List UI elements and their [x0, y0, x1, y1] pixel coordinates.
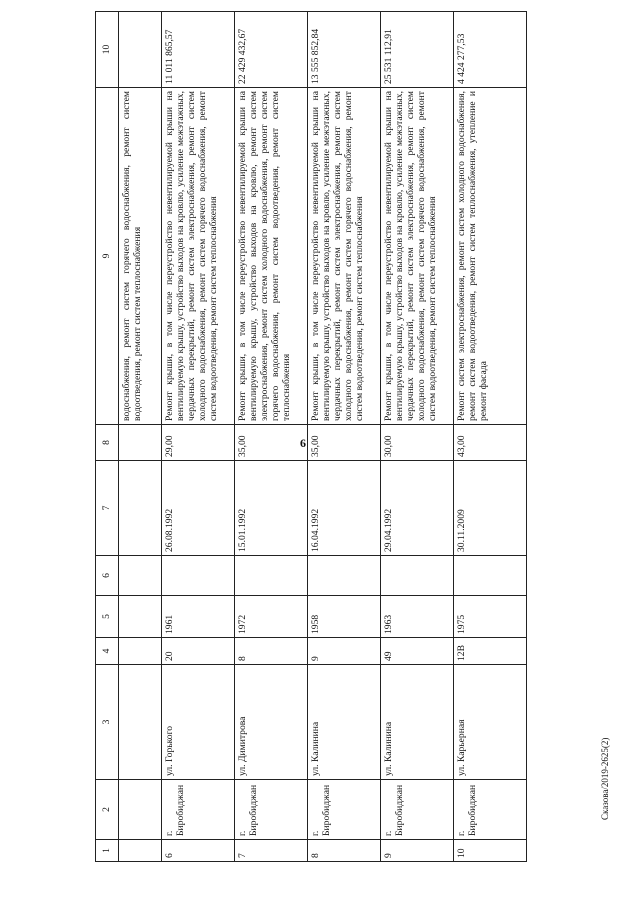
- table-row: [454, 12, 527, 862]
- date-cell: 15.01.1992: [235, 461, 308, 556]
- col6-cell: [162, 556, 235, 596]
- col-header: 5: [96, 596, 119, 638]
- cell: [119, 461, 162, 556]
- house-cell: 9: [308, 638, 381, 665]
- city-cell: г. Биробиджан: [381, 780, 454, 840]
- cell: [119, 638, 162, 665]
- cell: [119, 780, 162, 840]
- cell: [119, 12, 162, 88]
- wear-cell: 30,00: [381, 425, 454, 461]
- table-row: [162, 12, 235, 862]
- street-cell: ул. Карьерная: [454, 665, 527, 780]
- table-row: [381, 12, 454, 862]
- work-description-cell: водоснабжения, ремонт систем горячего водоснабжения, ремонт систем водоотведения, ремонт систем теплоснабжения: [119, 88, 162, 425]
- col-header: 1: [96, 840, 119, 862]
- table-row: [308, 12, 381, 862]
- work-description-cell: Ремонт крыши, в том числе переустройство невентилируемой крыши на вентилируемую крышу, устройство выходов на кровлю, ремонт систем электроснабжения, ремонт систем холодного водоснабжения, ремонт систем горячего водоснабжения, ремонт систем водоотведения, ремонт систем теплоснабжения: [235, 88, 308, 425]
- street-cell: ул. Калинина: [381, 665, 454, 780]
- header-row: [96, 12, 119, 862]
- col-header: 10: [96, 12, 119, 88]
- date-cell: 16.04.1992: [308, 461, 381, 556]
- col6-cell: [308, 556, 381, 596]
- city-cell: г. Биробиджан: [235, 780, 308, 840]
- continuation-row: [119, 12, 162, 862]
- house-cell: 20: [162, 638, 235, 665]
- street-cell: ул. Калинина: [308, 665, 381, 780]
- year-cell: 1958: [308, 596, 381, 638]
- house-cell: 8: [235, 638, 308, 665]
- work-description-cell: Ремонт крыши, в том числе переустройство невентилируемой крыши на вентилируемую крышу, устройство выходов на кровлю, усиление межэтажных, чердачных перекрытий, ремонт систем электроснабжения, ремонт систем холодного водоснабжения, ремонт систем горячего водоснабжения, ремонт систем водоотведения, ремонт систем теплоснабжения: [308, 88, 381, 425]
- sum-cell: 13 555 852,84: [308, 12, 381, 88]
- cell: [119, 556, 162, 596]
- col-header: 3: [96, 665, 119, 780]
- street-cell: ул. Димитрова: [235, 665, 308, 780]
- repair-program-table: [95, 11, 527, 862]
- house-cell: 49: [381, 638, 454, 665]
- col-header: 9: [96, 88, 119, 425]
- street-cell: ул. Горького: [162, 665, 235, 780]
- row-number: 7: [235, 840, 308, 862]
- col-header: 2: [96, 780, 119, 840]
- year-cell: 1975: [454, 596, 527, 638]
- sum-cell: 25 531 112,91: [381, 12, 454, 88]
- sum-cell: 22 429 432,67: [235, 12, 308, 88]
- col6-cell: [454, 556, 527, 596]
- year-cell: 1972: [235, 596, 308, 638]
- row-number: 9: [381, 840, 454, 862]
- city-cell: г. Биробиджан: [162, 780, 235, 840]
- city-cell: г. Биробиджан: [308, 780, 381, 840]
- sum-cell: 11 011 865,57: [162, 12, 235, 88]
- work-description-cell: Ремонт крыши, в том числе переустройство невентилируемой крыши на вентилируемую крышу, устройство выходов на кровлю, усиление межэтажных, чердачных перекрытий, ремонт систем электроснабжения, ремонт систем холодного водоснабжения, ремонт систем горячего водоснабжения, ремонт систем водоотведения, ремонт систем теплоснабжения: [381, 88, 454, 425]
- rotated-table-container: [95, 12, 625, 862]
- cell: [119, 425, 162, 461]
- document-id: Сказова/2019-2625(2): [600, 737, 610, 820]
- col-header: 7: [96, 461, 119, 556]
- house-cell: 12В: [454, 638, 527, 665]
- page-number: 6: [300, 436, 306, 450]
- date-cell: 29.04.1992: [381, 461, 454, 556]
- row-number: 10: [454, 840, 527, 862]
- wear-cell: 35,00: [235, 425, 308, 461]
- row-number: 6: [162, 840, 235, 862]
- col6-cell: [381, 556, 454, 596]
- cell: [119, 840, 162, 862]
- work-description-cell: Ремонт систем электроснабжения, ремонт систем холодного водоснабжения, ремонт систем водоотведения, ремонт систем теплоснабжения, утепление и ремонт фасада: [454, 88, 527, 425]
- cell: [119, 665, 162, 780]
- work-description-cell: Ремонт крыши, в том числе переустройство невентилируемой крыши на вентилируемую крышу, устройство выходов на кровлю, усиление межэтажных, чердачных перекрытий, ремонт систем электроснабжения, ремонт систем холодного водоснабжения, ремонт систем горячего водоснабжения, ремонт систем водоотведения, ремонт систем теплоснабжения: [162, 88, 235, 425]
- table-row: [235, 12, 308, 862]
- col-header: 4: [96, 638, 119, 665]
- date-cell: 26.08.1992: [162, 461, 235, 556]
- wear-cell: 35,00: [308, 425, 381, 461]
- wear-cell: 43,00: [454, 425, 527, 461]
- year-cell: 1963: [381, 596, 454, 638]
- col6-cell: [235, 556, 308, 596]
- cell: [119, 596, 162, 638]
- date-cell: 30.11.2009: [454, 461, 527, 556]
- year-cell: 1961: [162, 596, 235, 638]
- wear-cell: 29,00: [162, 425, 235, 461]
- row-number: 8: [308, 840, 381, 862]
- col-header: 8: [96, 425, 119, 461]
- col-header: 6: [96, 556, 119, 596]
- city-cell: г. Биробиджан: [454, 780, 527, 840]
- sum-cell: 4 424 277,53: [454, 12, 527, 88]
